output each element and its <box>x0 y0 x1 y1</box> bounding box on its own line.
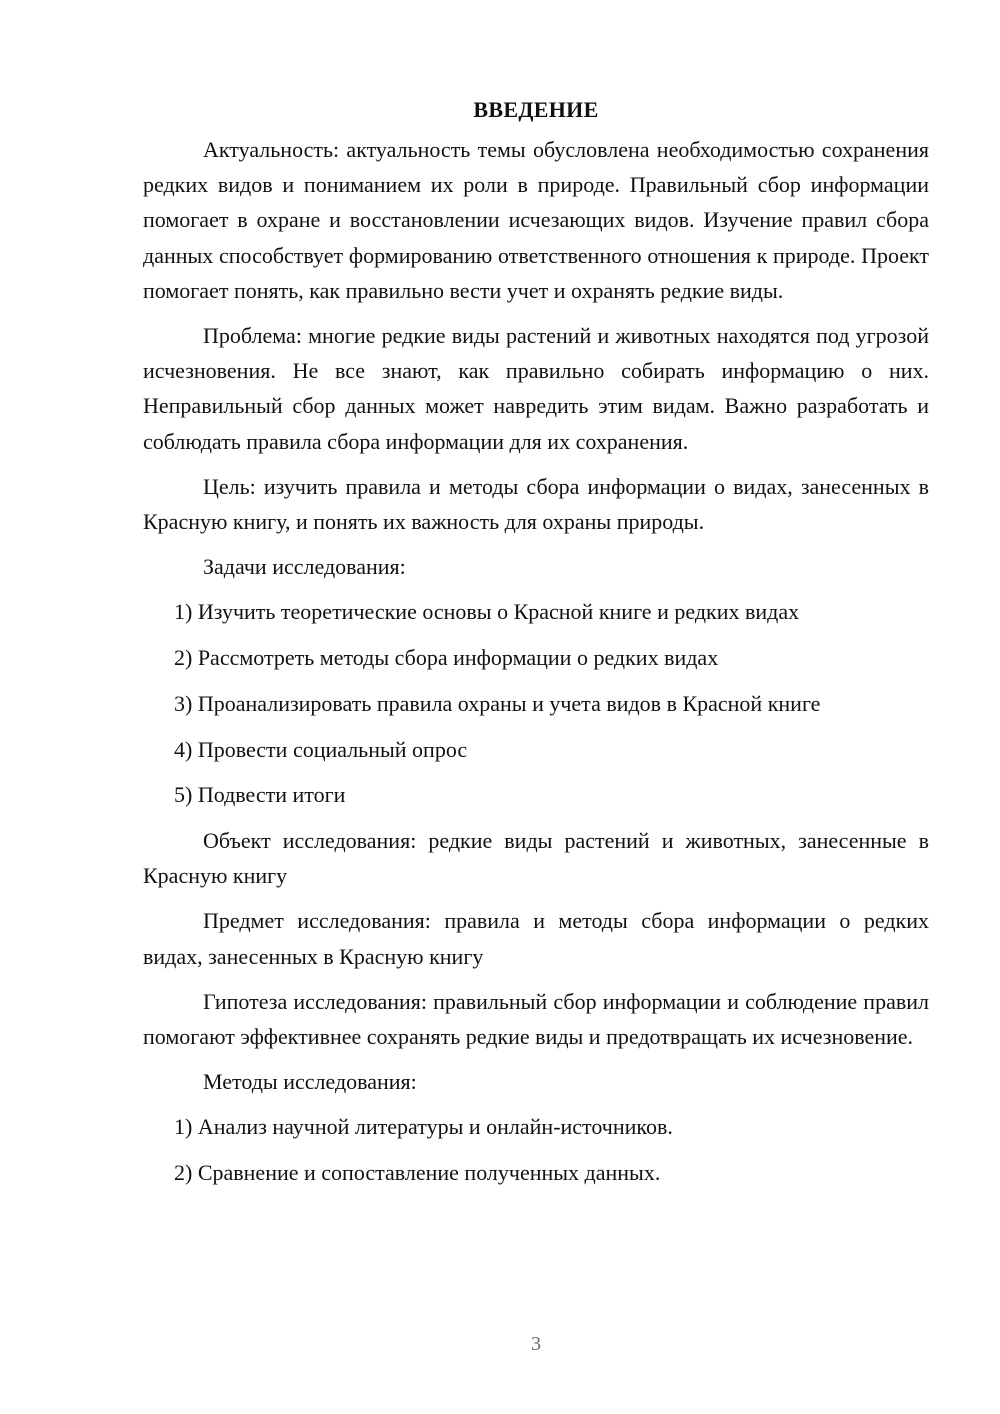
goal-paragraph: Цель: изучить правила и методы сбора информации о видах, занесенных в Красную книгу, и понять их важность для охраны природы. <box>143 473 929 535</box>
page-number: 3 <box>531 1333 541 1355</box>
subject-paragraph: Предмет исследования: правила и методы сбора информации о редких видах, занесенных в Красную книгу <box>143 908 929 969</box>
tasks-list <box>143 594 929 812</box>
task-item: 1) Изучить теоретические основы о Красной книге и редких видах <box>174 599 800 625</box>
hypothesis-paragraph: Гипотеза исследования: правильный сбор информации и соблюдение правил помогают эффективнее сохранять редкие виды и предотвращать их исчезновение. <box>143 988 929 1049</box>
section-title: ВВЕДЕНИЕ <box>473 97 599 122</box>
relevance-paragraph: Актуальность: актуальность темы обусловлена необходимостью сохранения редких видов и пониманием их роли в природе. Правильный сбор информации помогает в охране и восстановлении исчезающих видов. Изучение правил сбора данных способствует формированию ответственного отношения к природе. Проект помогает понять, как правильно вести учет и охранять редкие виды. <box>143 137 929 303</box>
method-item: 2) Сравнение и сопоставление полученных данных. <box>174 1160 661 1186</box>
problem-paragraph: Проблема: многие редкие виды растений и животных находятся под угрозой исчезновения. Не все знают, как правильно собирать информацию о них. Неправильный сбор данных может навредить этим видам. Важно разработать и соблюдать правила сбора информации для их сохранения. <box>143 323 929 454</box>
method-item: 1) Анализ научной литературы и онлайн-источников. <box>174 1114 673 1140</box>
methods-list <box>143 1109 929 1190</box>
task-item: 3) Проанализировать правила охраны и учета видов в Красной книге <box>174 690 821 716</box>
tasks-heading: Задачи исследования: <box>203 554 406 580</box>
task-item: 5) Подвести итоги <box>174 782 346 808</box>
object-paragraph: Объект исследования: редкие виды растений и животных, занесенные в Красную книгу <box>143 827 929 889</box>
task-item: 4) Провести социальный опрос <box>174 736 468 762</box>
document-page <box>143 92 929 1201</box>
task-item: 2) Рассмотреть методы сбора информации о редких видах <box>174 645 719 671</box>
methods-heading: Методы исследования: <box>203 1069 417 1095</box>
